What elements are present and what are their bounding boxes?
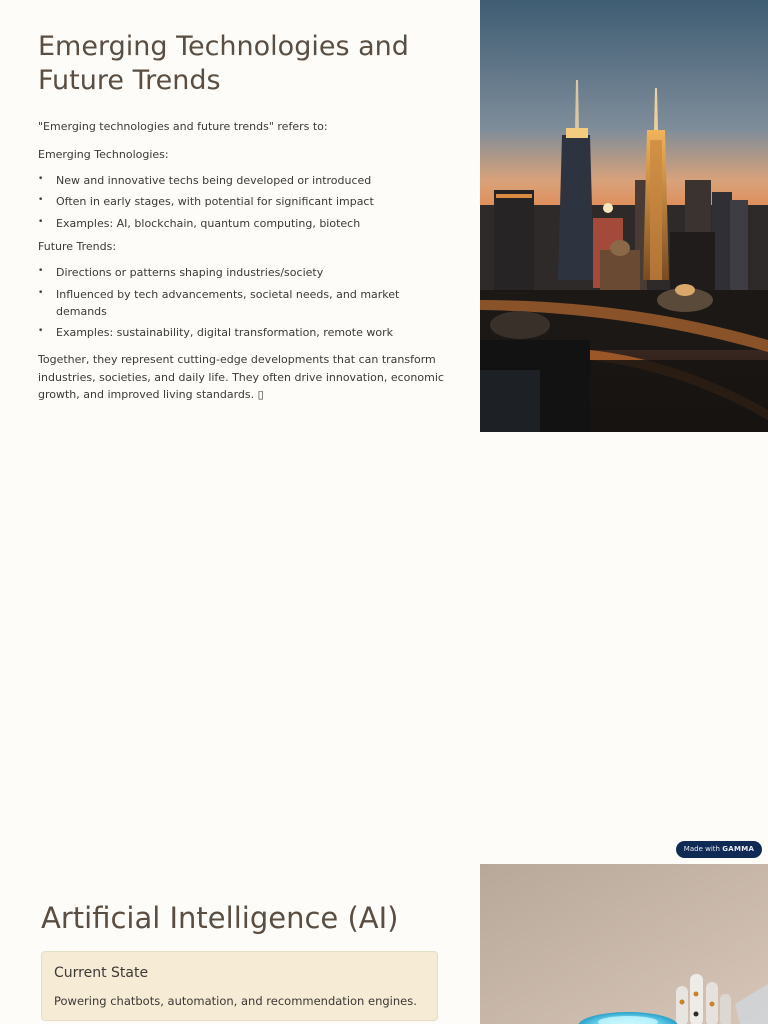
bullet-icon: •	[38, 287, 44, 298]
list-item: • Often in early stages, with potential for significant impact	[38, 193, 448, 210]
list-item: • Examples: AI, blockchain, quantum computing, biotech	[38, 215, 448, 232]
list-item: • Influenced by tech advancements, societal needs, and market demands	[38, 286, 448, 320]
emerging-tech-list	[38, 172, 448, 232]
list-item: • New and innovative techs being developed or introduced	[38, 172, 448, 189]
current-state-card	[41, 951, 438, 1021]
intro-text: "Emerging technologies and future trends" refers to:	[38, 120, 328, 133]
bullet-icon: •	[38, 266, 44, 277]
future-trends-heading: Future Trends:	[38, 239, 117, 253]
slide2-title: Artificial Intelligence (AI)	[41, 901, 399, 935]
slide1-text-block	[38, 30, 448, 404]
slide-emerging-tech	[0, 0, 768, 432]
card-body: Powering chatbots, automation, and recommendation engines.	[54, 994, 417, 1008]
city-skyline-image	[480, 0, 768, 432]
bullet-icon: •	[38, 216, 44, 227]
future-trends-list	[38, 264, 448, 341]
emerging-tech-heading: Emerging Technologies:	[38, 147, 169, 161]
bullet-icon: •	[38, 326, 44, 337]
gamma-logo: GAMMA	[722, 845, 755, 853]
list-item: • Examples: sustainability, digital transformation, remote work	[38, 324, 448, 341]
bullet-icon: •	[38, 174, 44, 184]
closing-paragraph: Together, they represent cutting-edge developments that can transform industries, societies, and daily life. They often drive innovation, economic growth, and improved living standards. ▯	[38, 353, 444, 402]
slide-ai	[0, 864, 768, 1024]
made-with-gamma-badge[interactable]	[676, 841, 762, 858]
slide1-title: Emerging Technologies and Future Trends	[38, 31, 409, 96]
badge-prefix: Made with	[683, 845, 720, 853]
list-item: • Directions or patterns shaping industries/society	[38, 264, 448, 281]
bullet-icon: •	[38, 195, 44, 206]
card-title: Current State	[54, 965, 149, 981]
robot-hand-brain-image	[480, 864, 768, 1024]
